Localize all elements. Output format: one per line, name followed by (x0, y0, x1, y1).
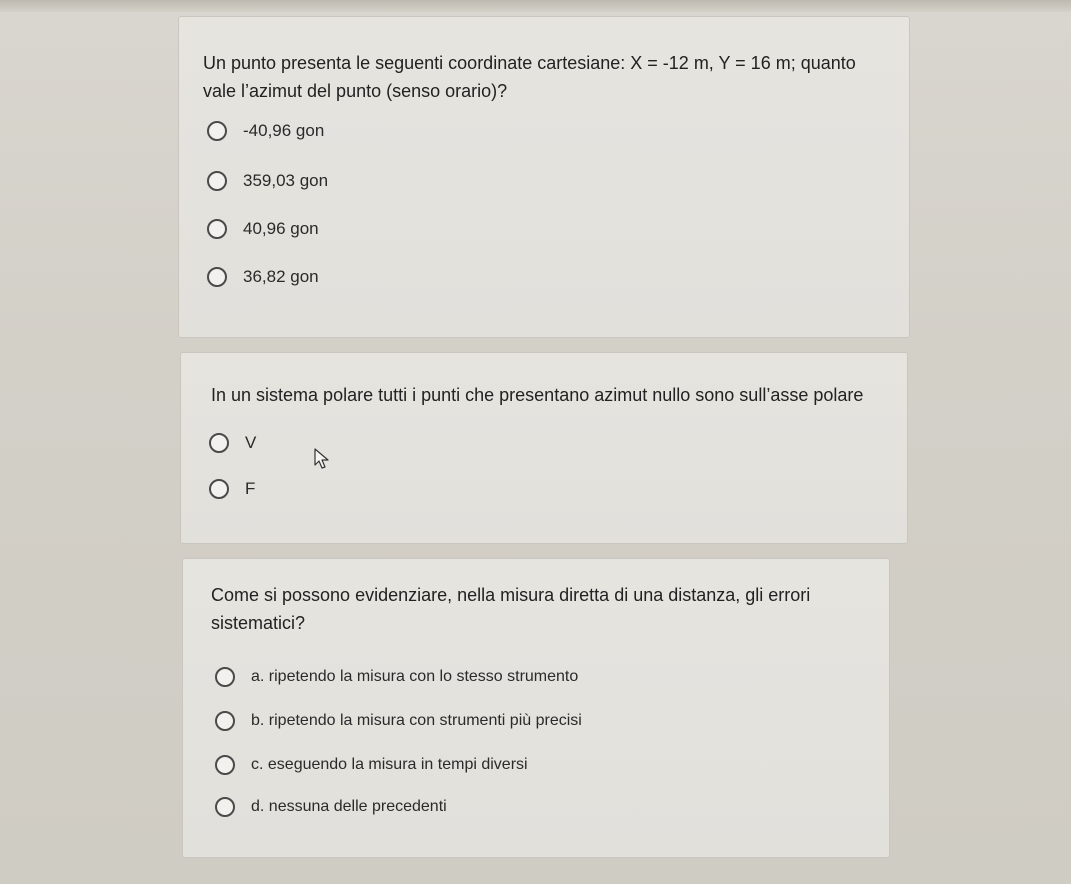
answer-option[interactable] (215, 711, 582, 731)
answer-option[interactable] (215, 667, 578, 687)
radio-unchecked-icon[interactable] (207, 121, 227, 141)
answer-label: -40,96 gon (243, 121, 325, 140)
question-text: Un punto presenta le seguenti coordinate cartesiane: X = -12 m, Y = 16 m; quanto vale l’azimut del punto (senso orario)? (203, 53, 856, 101)
answer-option[interactable] (209, 433, 256, 453)
answer-label: 36,82 gon (243, 267, 319, 286)
answer-label: b. ripetendo la misura con strumenti più precisi (251, 712, 582, 729)
radio-unchecked-icon[interactable] (215, 711, 235, 731)
answer-label: V (245, 433, 257, 452)
answer-label: F (245, 479, 256, 498)
radio-unchecked-icon[interactable] (215, 755, 235, 775)
answer-option[interactable] (209, 479, 255, 499)
radio-unchecked-icon[interactable] (207, 171, 227, 191)
radio-unchecked-icon[interactable] (209, 433, 229, 453)
radio-unchecked-icon[interactable] (207, 267, 227, 287)
radio-unchecked-icon[interactable] (215, 667, 235, 687)
answer-option[interactable] (207, 121, 324, 141)
radio-unchecked-icon[interactable] (207, 219, 227, 239)
answer-label: 359,03 gon (243, 171, 329, 190)
radio-unchecked-icon[interactable] (209, 479, 229, 499)
question-card-3 (182, 558, 890, 858)
radio-unchecked-icon[interactable] (215, 797, 235, 817)
answer-label: c. eseguendo la misura in tempi diversi (251, 756, 528, 773)
question-text: In un sistema polare tutti i punti che presentano azimut nullo sono sull’asse polare (211, 385, 864, 405)
answer-option[interactable] (215, 797, 447, 817)
answer-option[interactable] (207, 171, 328, 191)
question-text: Come si possono evidenziare, nella misura diretta di una distanza, gli errori sistematici? (211, 585, 811, 633)
mouse-pointer-icon (314, 448, 330, 470)
answer-label: 40,96 gon (243, 219, 319, 238)
answer-option[interactable] (207, 267, 319, 287)
question-card-2 (180, 352, 908, 544)
page-top-band (0, 0, 1071, 12)
answer-option[interactable] (207, 219, 319, 239)
question-card-1 (178, 16, 910, 338)
answer-option[interactable] (215, 755, 528, 775)
answer-label: d. nessuna delle precedenti (251, 798, 447, 815)
answer-label: a. ripetendo la misura con lo stesso strumento (251, 668, 579, 685)
